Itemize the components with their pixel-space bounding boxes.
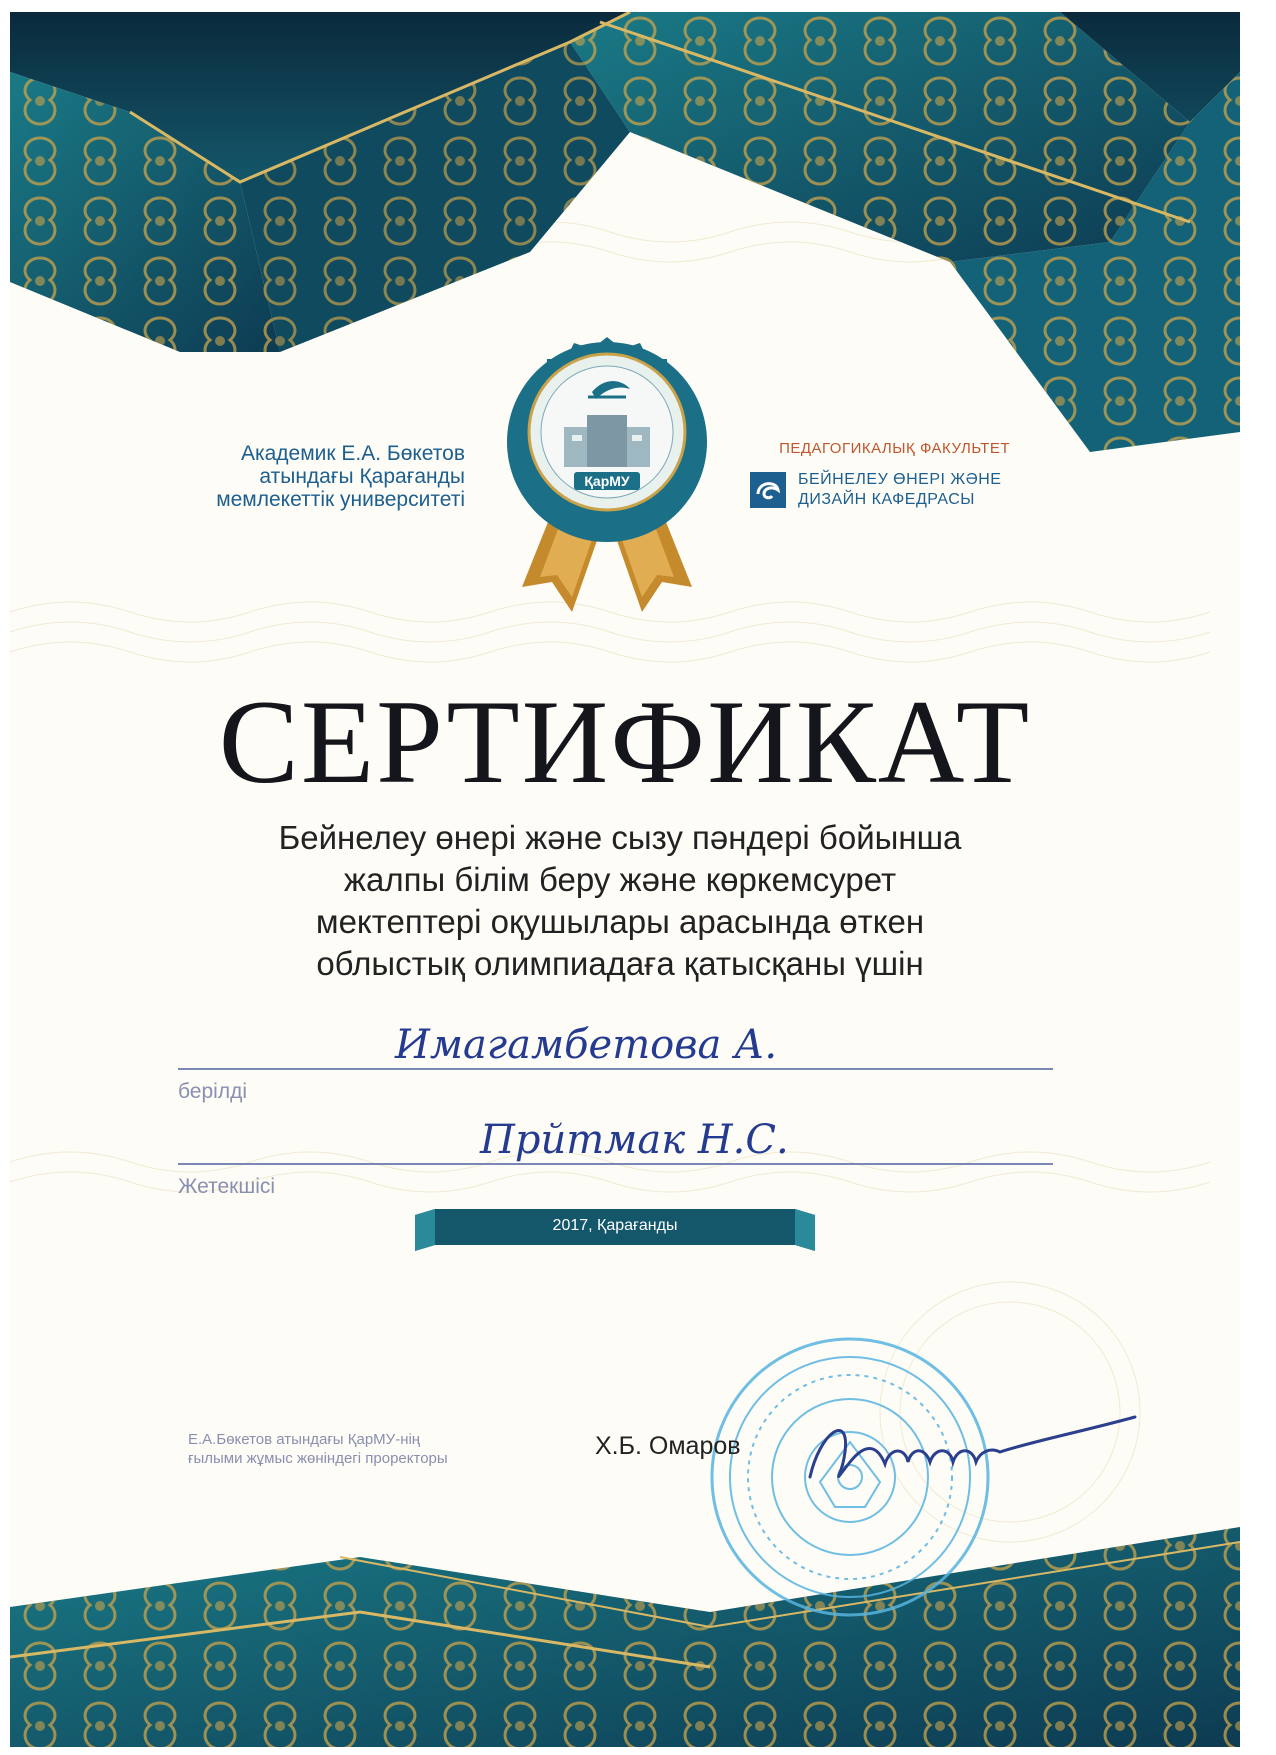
university-medal-logo [492, 337, 722, 627]
university-name-line-1: Академик Е.А. Бөкетов [240, 442, 465, 465]
department-name [798, 470, 1001, 510]
signer-title-line-1: Е.А.Бөкетов атындағы ҚарМУ-нің [188, 1431, 421, 1448]
department-name-line-1: БЕЙНЕЛЕУ ӨНЕРІ ЖӘНЕ [798, 471, 1002, 488]
recipient-label: берілді [178, 1080, 247, 1103]
description-line-4: облыстық олимпиадаға қатысқаны үшін [316, 945, 924, 982]
department-logo-icon [750, 472, 786, 508]
bottom-ornament-band [10, 1517, 1240, 1747]
recipient-line [178, 1068, 1053, 1070]
university-name-line-2: атындағы Қарағанды [259, 465, 465, 488]
faculty-block [750, 440, 1010, 508]
certificate-description [160, 817, 1080, 985]
certificate-page [10, 12, 1240, 1747]
university-name [130, 442, 465, 511]
recipient-name: Имагамбетова А. [395, 1022, 778, 1068]
description-line-2: жалпы білім беру және көркемсурет [343, 861, 897, 898]
university-name-line-3: мемлекеттік университеті [216, 488, 465, 511]
department [750, 470, 1010, 510]
department-name-line-2: ДИЗАЙН КАФЕДРАСЫ [798, 491, 975, 508]
signer-title [188, 1430, 448, 1468]
signer-title-line-2: ғылыми жұмыс жөніндегі проректоры [188, 1450, 448, 1467]
supervisor-name: Прйтмак Н.С. [480, 1117, 789, 1163]
date-place: 2017, Қарағанды [552, 1217, 678, 1234]
supervisor-line [178, 1163, 1053, 1165]
medal-label: ҚарМУ [584, 473, 630, 489]
description-line-3: мектептері оқушылары арасында өткен [315, 903, 925, 940]
supervisor-label: Жетекшісі [178, 1175, 276, 1198]
certificate-title: СЕРТИФИКАТ [218, 675, 1032, 808]
signer-name: Х.Б. Омаров [595, 1432, 741, 1460]
faculty-title: ПЕДАГОГИКАЛЫҚ ФАКУЛЬТЕТ [779, 440, 1010, 457]
rector-signature [790, 1392, 1150, 1502]
description-line-1: Бейнелеу өнері және сызу пәндері бойынша [278, 819, 962, 856]
